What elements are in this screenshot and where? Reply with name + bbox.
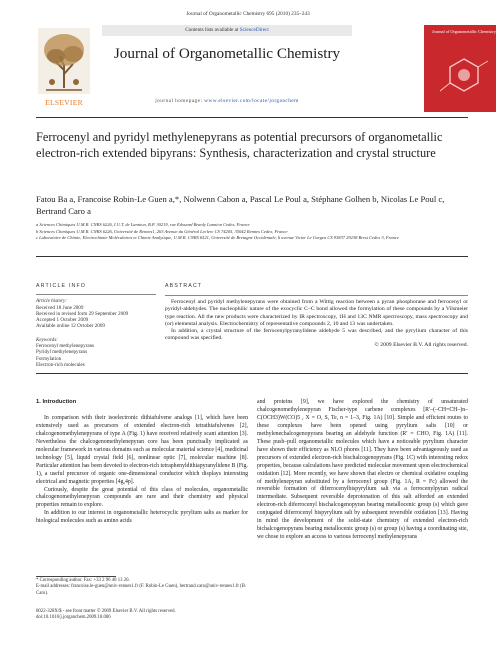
- journal-citation: Journal of Organometallic Chemistry 695 (2010) 235–243: [186, 11, 310, 17]
- header-divider: [36, 117, 468, 118]
- article-info: [36, 283, 156, 368]
- homepage-link[interactable]: www.elsevier.com/locate/jorganchem: [204, 98, 299, 104]
- article-meta: [36, 609, 248, 622]
- article-title: Ferrocenyl and pyridyl methylenepyrans as potential precursors of organometallic electron-rich extended bipyrans: Synthesis, characterization and crystal structure: [36, 130, 443, 160]
- abstract-paragraph: Ferrocenyl and pyridyl methylenepyrans were obtained from a Wittig reaction between a pyran phosphorane and ferrocenyl or pyridyl-aldehydes. The nucleophilic nature of the exocyclic C–C bond allowed the formylation of these compounds by a Vilsmeier type reaction. All the new products were characterized by IR spectroscopy, 1H and 13C NMR spectroscopy, mass spectroscopy and (or) elemental analysis. Electrochemistry of representative compounds 2, 10 and 13 was undertaken.: [165, 299, 468, 327]
- abstract-heading: ABSTRACT: [165, 283, 203, 289]
- sciencedirect-link[interactable]: ScienceDirect: [239, 27, 269, 33]
- abstract-rule: [165, 295, 468, 296]
- issn-line: 0022-328X/$ - see front matter © 2009 Elsevier B.V. All rights reserved.: [36, 609, 176, 614]
- affiliation-c: c Laboratoire de Chimie, Electrochimie Moléculaires et Chimie Analytique, U.M.R. CNRS 6521, Université de Bretagne Occidentale, 6 avenue Victor Le Gorgeu CS 93837 29238 Brest Cedex 3, France: [36, 235, 399, 241]
- footnote: [36, 578, 248, 597]
- history-accepted: Accepted 1 October 2009: [36, 317, 89, 324]
- elsevier-tree-logo: [36, 26, 92, 96]
- corresponding-author-note: * Corresponding author. Fax: +33 2 96 48 13 20.: [36, 578, 130, 583]
- body-paragraph: Curiously, despite the great potential of this class of molecules, organometallic chalcogenomethylenepyran compounds are rare and their chemistry and physical properties remain to explore.: [36, 486, 248, 509]
- keywords-label: Keywords:: [36, 336, 58, 343]
- journal-homepage: [102, 98, 352, 104]
- abstract-divider: [36, 373, 468, 374]
- abstract-copyright: © 2009 Elsevier B.V. All rights reserved.: [374, 342, 468, 349]
- keyword-item: Ferrocenyl methylenepyrans: [36, 343, 95, 350]
- history-online: Available online 12 October 2009: [36, 323, 105, 330]
- cover-title: Journal of Organometallic Chemistry: [431, 29, 496, 34]
- footnote-divider: [36, 576, 116, 577]
- affiliation-divider: [36, 256, 468, 257]
- body-paragraph: and proteins [9], we have explored the chemistry of unsaturated chalcogenomethylenepyran Fischer-type carbene complexes [R′–(–CH=CH–)n–C(OCH3)W(CO)5 , X = O, S, Te, n = 1–3, Fig. 1A) [10]. Simple and efficient routes to these complexes have been opened using pyrylium salts [10] or methylenechalcogenopyrans bearing an aldehyde function (R′ = CHO, Fig. 1A) [11]. These push–pull organometallic molecules which have a noticeable pyrylium character have shown their efficiency as NLO phores [11]. They have been advantageously used as precursors of extended electron-rich bischalcogenopyrans (Fig. 1C) with interesting redox properties, because calculations have predicted molecular movement upon electrochemical oxidation [12]. More recently, we have shown that electro or chemical oxidative coupling of methylenepyran substituted by a ferrocenyl group (Fig. 1A, R = Fc) allowed the reversible formation of diferrocenylbispyrylium salt via a ferrocenylpyran radical intermediate. Subsequent reversible deprotonation of this salt afforded an extended electron-rich diferrocenyl bischalcogenopyran bearing metallocenic group (s) which gave conjugated diferrocenyl bispyrylium salt by subsequent reversible oxidation [13]. Having in mind the development of the solid-state chemistry of extended electron-rich bichalcogenopyrans bearing metallocenic group (s) or group (s) having a coordinating site, we chose to explore an access to various ferrocenyl methylenepyrans: [257, 399, 468, 541]
- author-emails: E-mail addresses: francoise.le-guen@univ-rennes1.fr (F. Robin-Le Guen), bertrand.caro@univ-rennes1.fr (B. Caro).: [36, 584, 247, 596]
- body-left-column: [36, 399, 248, 526]
- history-received: Received 18 June 2009: [36, 304, 84, 311]
- history-label: Article history:: [36, 298, 67, 305]
- doi-line[interactable]: doi:10.1016/j.jorganchem.2009.10.006: [36, 615, 111, 621]
- abstract-paragraph: In addition, a crystal structure of the ferrocenylpyranylidene aldehyde 5 was described, and the pyrylium character of this compound was specified.: [165, 328, 468, 342]
- journal-cover-thumbnail: [424, 25, 496, 112]
- section-heading-introduction: 1. Introduction: [36, 399, 77, 405]
- cover-molecule-graphic: [438, 55, 490, 99]
- journal-title: Journal of Organometallic Chemistry: [113, 45, 341, 62]
- publisher-name: ELSEVIER: [45, 98, 83, 107]
- body-paragraph: In comparison with their isoelectronic dithiafulvene analogs [1], which have been extensively used as precursors of extended electron-rich tetrathiafulvenes [2], chalcogenomethylenepyrans of type A (Fig. 1) have received relatively scant attention [3]. Nevertheless the chalcogenomethylenepyran core has been punctually implicated as molecular framework in various domains such as molecular material science [4], medicinal technology [5], liquid crystal field [6], nonlinear optic [7], molecular machine [8]. Particular attention has been devoted to electron-rich tetraphenyldithiapyranylidene B (Fig. 1), a useful precursor of organic one-dimensional conductor which displays interesting electrical and magnetic properties [4g,4p].: [36, 414, 248, 485]
- keyword-item: Formylation: [36, 355, 62, 362]
- affiliations: [36, 222, 468, 242]
- contents-band: [102, 25, 352, 36]
- abstract: [165, 283, 468, 350]
- keyword-item: Electron-rich molecules: [36, 361, 85, 368]
- history-revised: Received in revised form 29 September 2009: [36, 310, 129, 317]
- homepage-prefix: journal homepage:: [155, 98, 203, 104]
- author-list: Fatou Ba a, Francoise Robin-Le Guen a,*, Nolwenn Cabon a, Pascal Le Poul a, Stéphane Golhen b, Nicolas Le Poul c, Bertrand Caro a: [36, 194, 445, 216]
- info-rule: [36, 294, 156, 295]
- body-paragraph: In addition to our interest in organometallic heterocyclic pyrylium salts as marker for biological molecules such as amino acids: [36, 510, 248, 525]
- contents-prefix: Contents lists available at: [185, 27, 239, 33]
- journal-header: [36, 25, 496, 111]
- affiliation-b: b Sciences Chimiques U.M.R. CNRS 6226, Université de Rennes1, 263 Avenue du Général Leclerc CS 74205, 35042 Rennes Cedex, France: [36, 228, 288, 234]
- article-info-heading: ARTICLE INFO: [36, 283, 87, 289]
- affiliation-a: a Sciences Chimiques U.M.R. CNRS 6226, I.U.T. de Lannion, B.P. 30219, rue Edouard Branly Lannion Cedex, France: [36, 222, 250, 227]
- body-right-column: [257, 399, 468, 542]
- keyword-item: Pyridyl methylenepyrans: [36, 349, 88, 356]
